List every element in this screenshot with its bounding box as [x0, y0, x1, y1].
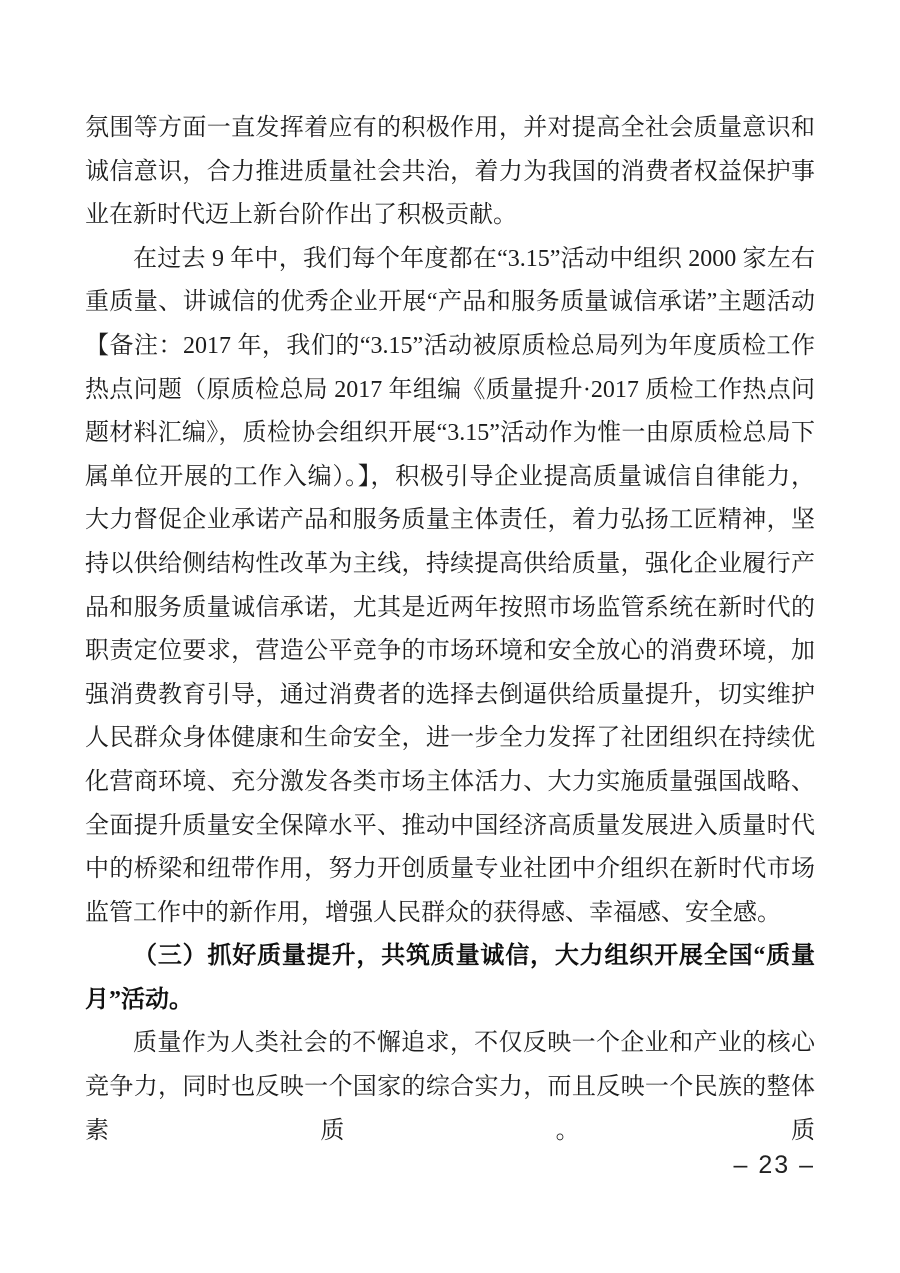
page-number: – 23 –: [733, 1151, 815, 1179]
paragraph-runover: 质量作为人类社会的不懈追求，不仅反映一个企业和产业的核心竞争力，同时也反映一个国家的综合实力，而且反映一个民族的整体素质。质: [85, 1030, 815, 1144]
page-content: [85, 107, 815, 1153]
paragraph-continued: 氛围等方面一直发挥着应有的积极作用，并对提高全社会质量意识和诚信意识，合力推进质量社会共治，着力为我国的消费者权益保护事业在新时代迈上新台阶作出了积极贡献。: [85, 115, 815, 229]
section-heading: （三）抓好质量提升，共筑质量诚信，大力组织开展全国“质量月”活动。: [85, 943, 815, 1013]
paragraph: 在过去 9 年中，我们每个年度都在“3.15”活动中组织 2000 家左右重质量、讲诚信的优秀企业开展“产品和服务质量诚信承诺”主题活动【备注：2017 年，我们的“3.15”活动被原质检总局列为年度质检工作热点问题（原质检总局 2017 年组编《质量提升·2017 质检工作热点问题材料汇编》，质检协会组织开展“3.15”活动作为惟一由原质检总局下属单位开展的工作入编）。】，积极引导企业提高质量诚信自律能力，大力督促企业承诺产品和服务质量主体责任，着力弘扬工匠精神，坚持以供给侧结构性改革为主线，持续提高供给质量，强化企业履行产品和服务质量诚信承诺，尤其是近两年按照市场监管系统在新时代的职责定位要求，营造公平竞争的市场环境和安全放心的消费环境，加强消费教育引导，通过消费者的选择去倒逼供给质量提升，切实维护人民群众身体健康和生命安全，进一步全力发挥了社团组织在持续优化营商环境、充分激发各类市场主体活力、大力实施质量强国战略、全面提升质量安全保障水平、推动中国经济高质量发展进入质量时代中的桥梁和纽带作用，努力开创质量专业社团中介组织在新时代市场监管工作中的新作用，增强人民群众的获得感、幸福感、安全感。: [85, 245, 815, 926]
